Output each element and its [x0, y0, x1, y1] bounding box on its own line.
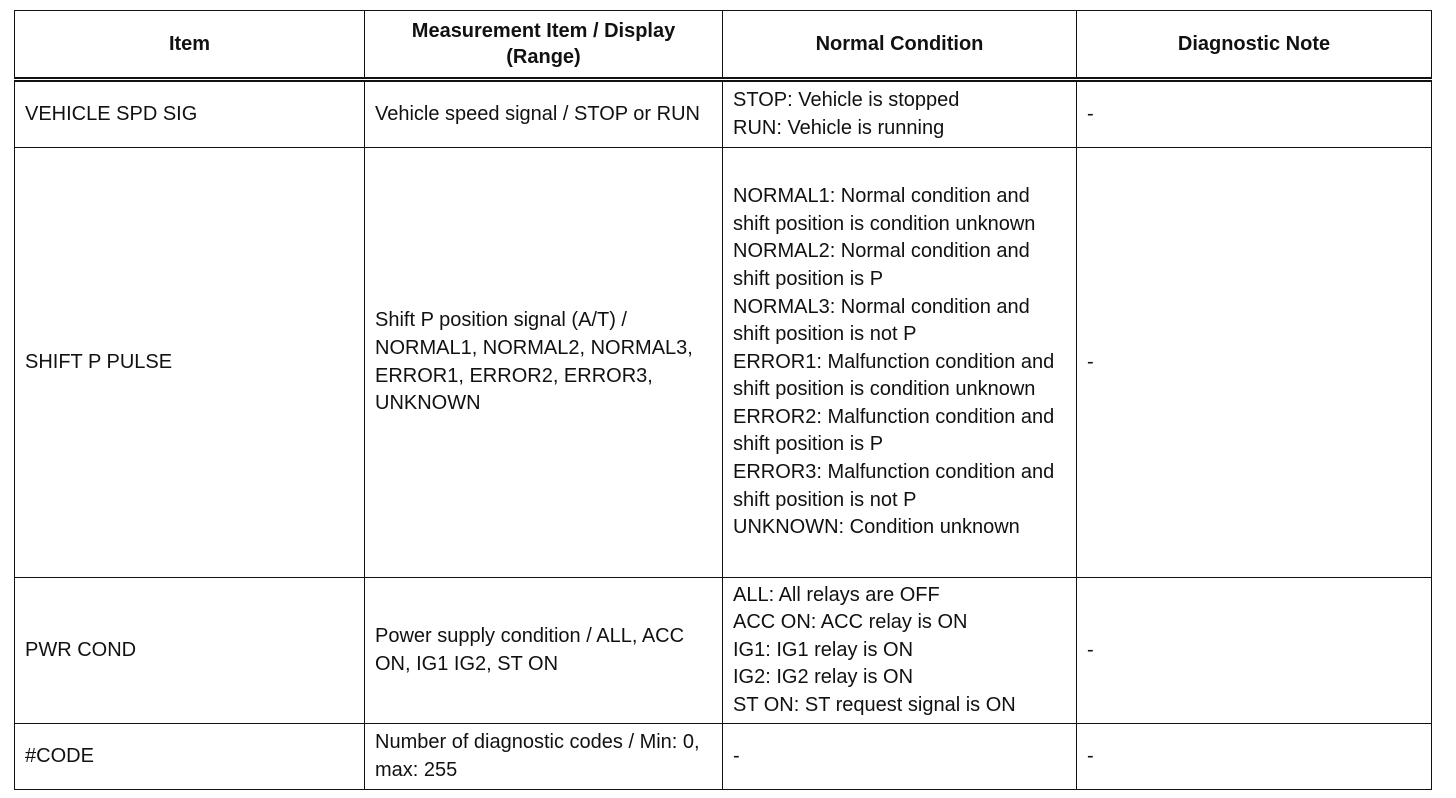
condition-line: RUN: Vehicle is running: [733, 116, 945, 139]
cell-item: #CODE: [15, 724, 365, 790]
cell-normal-condition: [723, 578, 1077, 724]
condition-line: NORMAL1: Normal condition and shift position is condition unknown: [733, 185, 1036, 235]
condition-line: UNKNOWN: Condition unknown: [733, 516, 1020, 539]
table-row: [15, 578, 1432, 724]
header-measurement: Measurement Item / Display (Range): [365, 11, 723, 80]
table-row: [15, 148, 1432, 578]
cell-note: -: [1077, 148, 1432, 578]
condition-line: ACC ON: ACC relay is ON: [733, 611, 968, 634]
cell-item: PWR COND: [15, 578, 365, 724]
cell-item: SHIFT P PULSE: [15, 148, 365, 578]
data-list-table: [14, 10, 1432, 790]
condition-line: ERROR1: Malfunction condition and shift position is condition unknown: [733, 350, 1055, 401]
condition-line: ST ON: ST request signal is ON: [733, 693, 1016, 716]
cell-normal-condition: [723, 148, 1077, 578]
cell-normal-condition: [723, 724, 1077, 790]
condition-line: -: [733, 744, 740, 767]
header-diagnostic-note: Diagnostic Note: [1077, 11, 1432, 80]
condition-line: NORMAL2: Normal condition and shift position is P: [733, 240, 1030, 290]
header-normal-condition: Normal Condition: [723, 11, 1077, 80]
cell-normal-condition: [723, 80, 1077, 148]
cell-note: -: [1077, 724, 1432, 790]
condition-line: ERROR3: Malfunction condition and shift position is not P: [733, 461, 1055, 511]
table-header: [15, 11, 1432, 80]
table-row: [15, 724, 1432, 790]
condition-line: IG1: IG1 relay is ON: [733, 638, 914, 661]
cell-note: -: [1077, 578, 1432, 724]
cell-measurement: Shift P position signal (A/T) / NORMAL1, NORMAL2, NORMAL3, ERROR1, ERROR2, ERROR3, UNKNOWN: [365, 148, 723, 578]
cell-measurement: Number of diagnostic codes / Min: 0, max: 255: [365, 724, 723, 790]
condition-line: ALL: All relays are OFF: [733, 583, 940, 606]
condition-line: NORMAL3: Normal condition and shift position is not P: [733, 295, 1030, 346]
cell-measurement: Vehicle speed signal / STOP or RUN: [365, 80, 723, 148]
header-row: [15, 11, 1432, 80]
table-body: [15, 80, 1432, 790]
data-list-table-container: [14, 10, 1432, 790]
cell-measurement: Power supply condition / ALL, ACC ON, IG1 IG2, ST ON: [365, 578, 723, 724]
header-item: Item: [15, 11, 365, 80]
cell-item: VEHICLE SPD SIG: [15, 80, 365, 148]
cell-note: -: [1077, 80, 1432, 148]
table-row: [15, 80, 1432, 148]
condition-line: STOP: Vehicle is stopped: [733, 88, 960, 111]
condition-line: ERROR2: Malfunction condition and shift position is P: [733, 405, 1055, 456]
condition-line: IG2: IG2 relay is ON: [733, 666, 914, 689]
